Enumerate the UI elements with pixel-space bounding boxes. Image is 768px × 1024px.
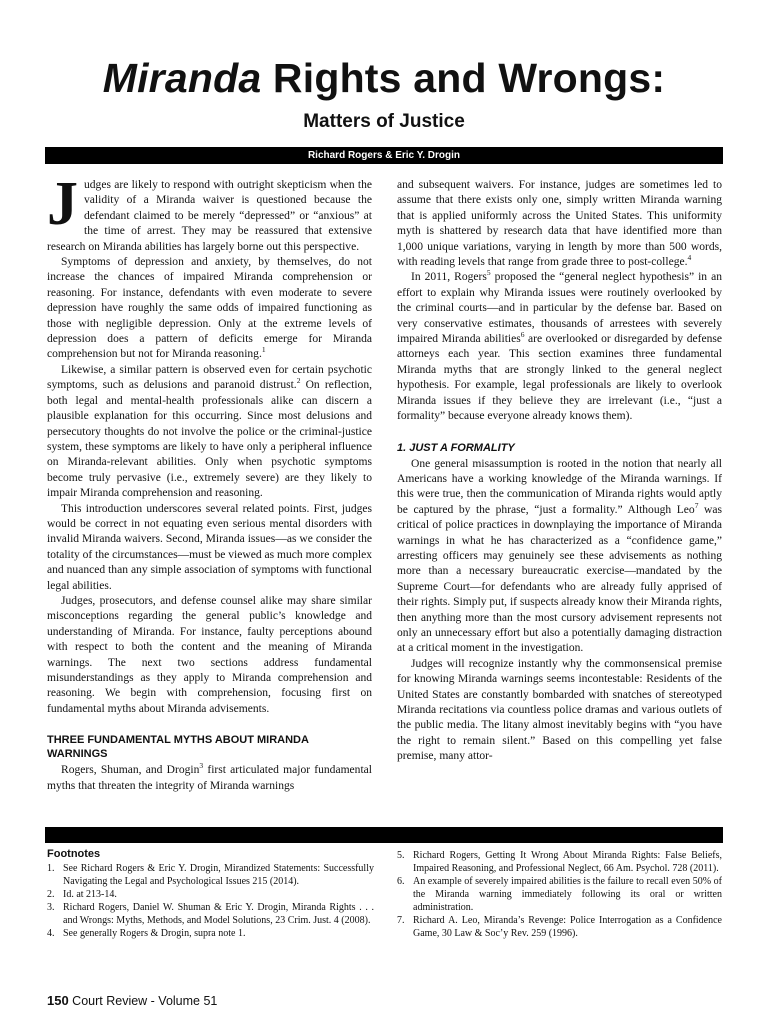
paragraph-text: was critical of police practices in downplaying the importance of Miranda warnings in what he has characterized as a “confidence game,” arresting officers may genuinely see these advisements as nothing more than a necessary bureaucratic exercise—mandated by the Supreme Court—for defendants who are already fully apprised of their rights. Simply put, if suspects already know their Miranda rights, then anything more than the most cursory advisement represents not only an unnecessary effort but also a potentially damaging distraction at a critical moment in the investigation. — [397, 503, 722, 655]
footnote-number: 7. — [397, 915, 405, 926]
paragraph-text: Symptoms of depression and anxiety, by themselves, do not increase the chances of impaired Miranda comprehension or reasoning. For instance, defendants with even moderate to severe depression have roughly the same odds of impaired functioning as those with negligible depression. Only at the extreme levels of depression does a pattern of deficits emerge for Miranda comprehension but not for Miranda reasoning. — [47, 256, 372, 361]
drop-cap: J — [47, 170, 78, 238]
footnote-item — [47, 901, 374, 927]
paragraph-text: Judges will recognize instantly why the commonsensical premise for knowing Miranda warnings seems incontestable: Residents of the United States are constantly bombarded with snatches of stereotyped Miranda recitations via countless police dramas and various outlets of the public media. The litany almost inevitably begins with “you have the right to remain silent.” Based on this compelling yet false premise, many attor- — [397, 657, 722, 763]
journal-name: Court Review - Volume 51 — [68, 994, 218, 1008]
paragraph — [397, 270, 722, 424]
paragraph-text: proposed the “general neglect hypothesis” in an effort to explain why Miranda issues were routinely overlooked by the criminal courts—and in particular by the defense bar. Based on very conservative estimates, thousands of arrestees with severely impaired Miranda abilities — [397, 271, 722, 346]
left-column — [47, 170, 372, 794]
article-subtitle: Matters of Justice — [303, 111, 465, 132]
article-title — [0, 55, 768, 101]
paragraph-text: This introduction underscores several related points. First, judges would be correct in not equating even serious mental disorders with invalid Miranda waivers. Second, Miranda issues—as we consider the totality of the circumstances—must be viewed as much more complex and nuanced than any simple association of symptoms with functional legal abilities. — [47, 502, 372, 592]
footnote-number: 6. — [397, 876, 405, 887]
footnote-text: An example of severely impaired abilities is the failure to recall even 50% of the Miranda warning immediately following its oral or written administration. — [413, 876, 722, 913]
section-heading: THREE FUNDAMENTAL MYTHS ABOUT MIRANDA WARNINGS — [47, 734, 309, 761]
footnote-text: Id. at 213-14. — [63, 889, 117, 900]
paragraph — [47, 170, 372, 255]
footnote-number: 1. — [47, 863, 55, 874]
footnote-text: Richard Rogers, Daniel W. Shuman & Eric Y. Drogin, Miranda Rights . . . and Wrongs: Myths, Methods, and Model Solutions, 23 Crim. Just. 4 (2008). — [63, 902, 374, 926]
footnote-ref[interactable]: 1 — [261, 345, 266, 355]
footnote-item — [397, 875, 722, 914]
paragraph — [47, 255, 372, 363]
title-italic: Miranda — [102, 55, 262, 101]
footnote-divider-bar — [45, 827, 723, 843]
paragraph-text: udges are likely to respond with outright skepticism when the validity of a Miranda waiver is questioned because the defendant claimed to be merely “depressed” or “anxious” at the time of arrest. They may be reassured that extensive research on Miranda abilities has largely borne out this perspective. — [47, 179, 372, 253]
footnote-ref[interactable]: 6 — [520, 330, 525, 340]
paragraph — [47, 502, 372, 594]
footnote-item — [397, 849, 722, 875]
paragraph-text: first articulated major fundamental myths that threaten the integrity of Miranda warnings — [47, 764, 372, 792]
footnote-ref[interactable]: 2 — [296, 376, 301, 386]
paragraph-text: and subsequent waivers. For instance, judges are sometimes led to assume that there exists only one, simply written Miranda warning that is applied uniformly across the United States. This uniformity myth is shattered by research data that have identified more than 1,000 unique variations, varying in length by more than 500 words, with reading levels that range from grade three to post-college. — [397, 179, 722, 269]
paragraph — [47, 594, 372, 717]
paragraph — [397, 178, 722, 270]
footnote-text: Richard Rogers, Getting It Wrong About Miranda Rights: False Beliefs, Impaired Reasoning, and Professional Neglect, 66 Am. Psychol. 728 (2011). — [413, 850, 722, 874]
paragraph-text: Judges, prosecutors, and defense counsel alike may share similar misconceptions regarding the general public’s knowledge and understanding of Miranda. For instance, faulty perceptions abound with respect to both the content and the meaning of Miranda warnings. The next two sections address fundamental misunderstandings as they apply to Miranda comprehension and reasoning. We begin with comprehension, focusing first on fundamental myths about Miranda advisements. — [47, 594, 372, 715]
paragraph-text: Rogers, Shuman, and Drogin — [61, 764, 200, 777]
footnote-item — [47, 862, 374, 888]
paragraph-text: One general misassumption is rooted in the notion that nearly all Americans have a working knowledge of the Miranda warnings. If this were true, then the communication of Miranda rights would aptly be captured by the phrase, “just a formality.” Although Leo — [397, 457, 722, 516]
page-number: 150 — [47, 993, 69, 1008]
footnote-text: See Richard Rogers & Eric Y. Drogin, Mirandized Statements: Successfully Navigating the Legal and Psychological Issues 215 (2014). — [63, 863, 374, 887]
author-bar: Richard Rogers & Eric Y. Drogin — [45, 147, 723, 164]
footnote-number: 2. — [47, 889, 55, 900]
footnotes-heading: Footnotes — [47, 848, 101, 860]
footnote-item — [397, 914, 722, 940]
paragraph — [47, 363, 372, 502]
paragraph-text: are overlooked or disregarded by defense attorneys each year. This section examines three fundamental Miranda myths that are strongly linked to the general neglect hypothesis. For example, legal professionals are likely to overlook Miranda issues if they believe they are irrelevant (i.e., “just a formality” because everyone already knows them). — [397, 333, 722, 423]
paragraph-text: Likewise, a similar pattern is observed even for certain psychotic symptoms, such as delusions and paranoid distrust. — [47, 363, 372, 392]
footnotes-left — [47, 862, 374, 940]
footnote-number: 5. — [397, 850, 405, 861]
right-column — [397, 178, 722, 765]
footnote-ref[interactable]: 7 — [694, 500, 699, 510]
footnote-ref[interactable]: 5 — [486, 268, 491, 278]
paragraph-text: On reflection, both legal and mental-health professionals alike can discern a plausible explanation for this occurring. Since most delusions and persecutory thoughts do not involve the police or the criminal-justice system, these symptoms are likely to have only a peripheral influence on Miranda-relevant abilities. Only when psychotic symptoms become truly pervasive (i.e., extremely severe) are they likely to impair Miranda comprehension and reasoning. — [47, 379, 372, 500]
footnote-text: Richard A. Leo, Miranda’s Revenge: Police Interrogation as a Confidence Game, 30 Law & Soc’y Rev. 259 (1996). — [413, 915, 722, 939]
paragraph — [47, 763, 372, 794]
title-rest: Rights and Wrongs: — [261, 55, 666, 101]
footnote-text: See generally Rogers & Drogin, supra note 1. — [63, 928, 246, 939]
footnote-item — [47, 888, 374, 901]
paragraph — [397, 457, 722, 657]
paragraph-text: In 2011, Rogers — [411, 271, 487, 284]
footnote-number: 4. — [47, 928, 55, 939]
footnote-number: 3. — [47, 902, 55, 913]
paragraph — [397, 657, 722, 765]
footnote-ref[interactable]: 4 — [687, 253, 692, 263]
footnote-item — [47, 927, 374, 940]
footnote-ref[interactable]: 3 — [199, 761, 204, 771]
footnotes-right — [397, 849, 722, 940]
page-footer — [47, 993, 217, 1008]
section-heading: 1. JUST A FORMALITY — [397, 441, 515, 454]
